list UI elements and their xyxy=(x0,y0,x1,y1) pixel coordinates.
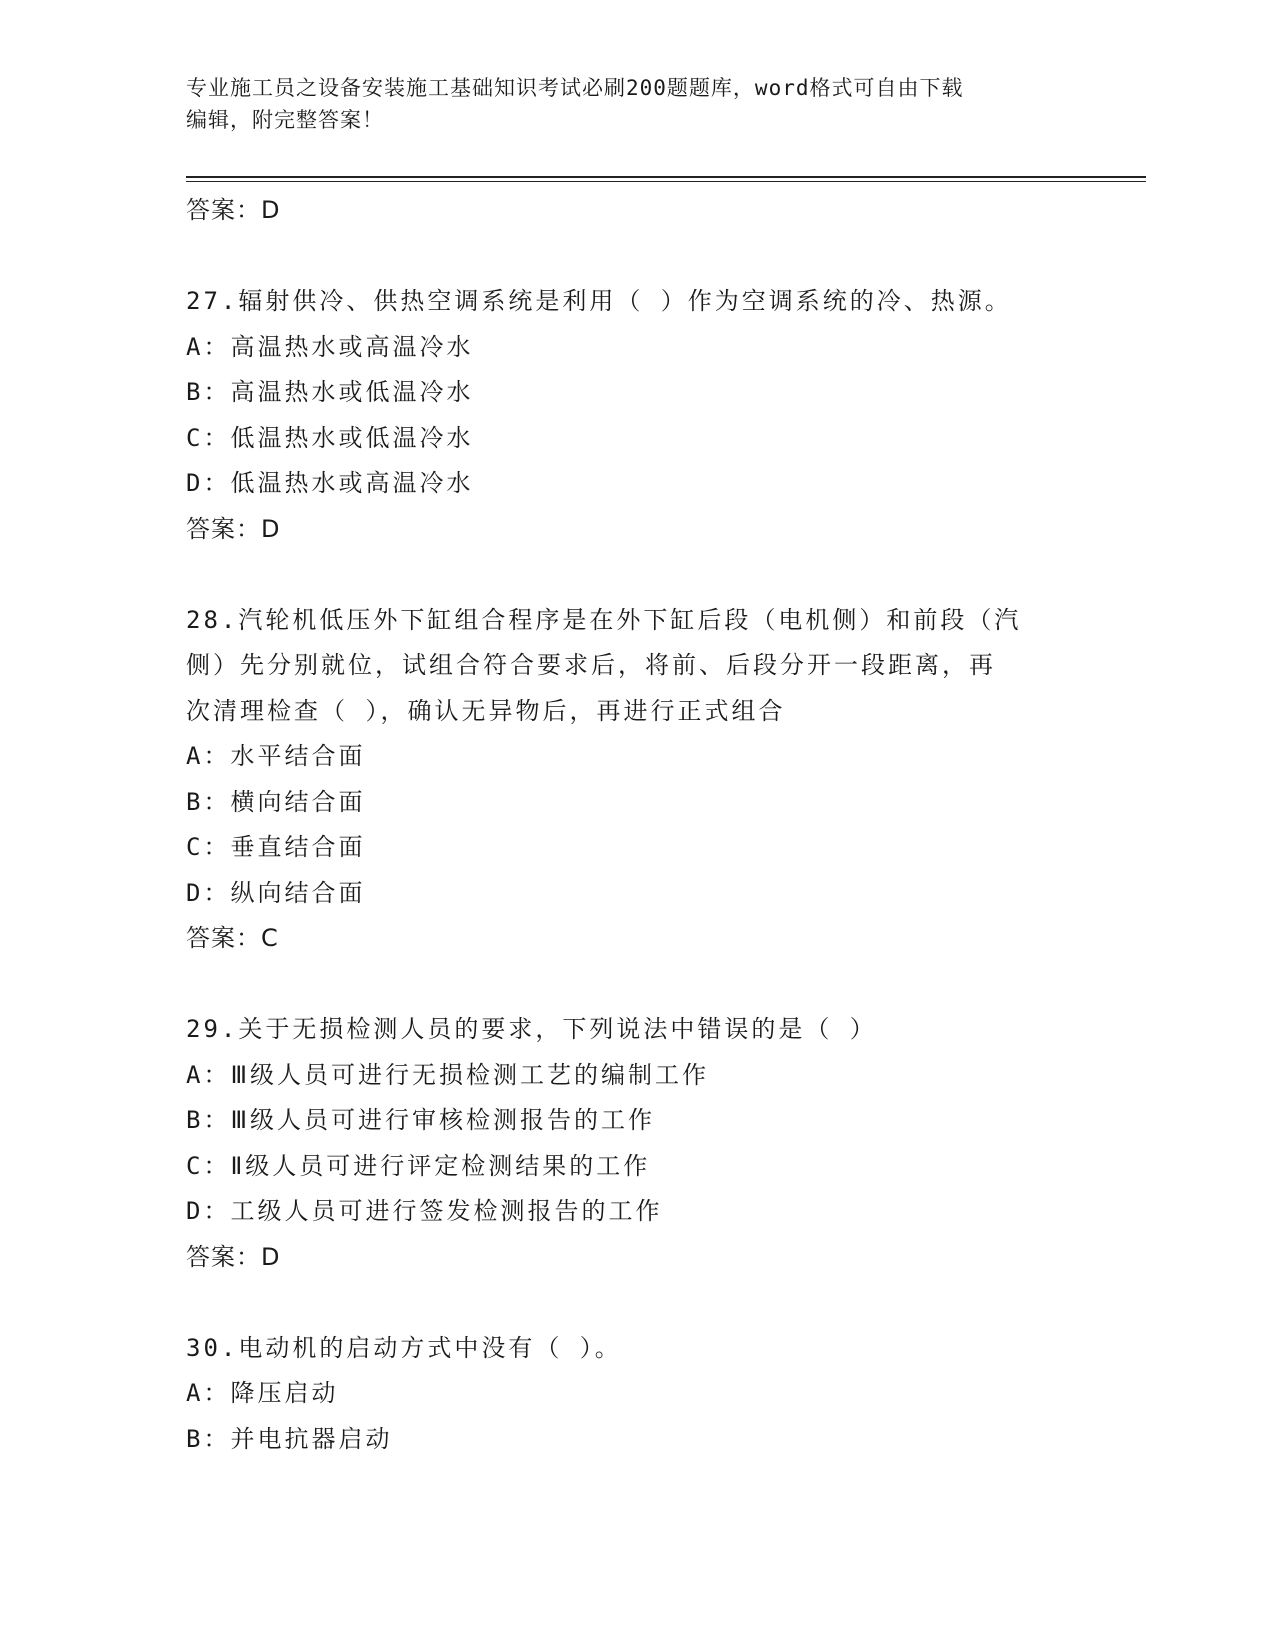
question-list xyxy=(186,188,1086,1462)
option-b: B：并电抗器启动 xyxy=(186,1424,393,1453)
option-d: D：纵向结合面 xyxy=(186,878,366,907)
question-text: 30.电动机的启动方式中没有（ ）。 xyxy=(186,1333,622,1362)
header-divider-thin xyxy=(186,181,1146,182)
answer-line: 答案：D xyxy=(186,514,281,543)
spacer xyxy=(186,1280,1086,1326)
option-b: B：横向结合面 xyxy=(186,787,366,816)
option-a: A：Ⅲ级人员可进行无损检测工艺的编制工作 xyxy=(186,1060,709,1089)
question-text-line-2: 侧）先分别就位，试组合符合要求后，将前、后段分开一段距离，再 xyxy=(186,651,996,679)
document-header xyxy=(186,72,1086,136)
option-a: A：高温热水或高温冷水 xyxy=(186,332,474,361)
option-d: D：工级人员可进行签发检测报告的工作 xyxy=(186,1197,663,1225)
answer-line: 答案：D xyxy=(186,1242,281,1271)
question-28 xyxy=(186,598,1086,962)
option-c: C：垂直结合面 xyxy=(186,833,366,861)
answer-line: 答案：C xyxy=(186,924,279,952)
spacer xyxy=(186,552,1086,598)
option-a: A：降压启动 xyxy=(186,1379,339,1407)
header-line-1: 专业施工员之设备安装施工基础知识考试必刷200题题库，word格式可自由下载 xyxy=(186,76,964,100)
option-b: B：高温热水或低温冷水 xyxy=(186,378,474,406)
question-text: 29.关于无损检测人员的要求，下列说法中错误的是（ ） xyxy=(186,1015,877,1043)
header-line-2: 编辑，附完整答案！ xyxy=(186,108,384,132)
header-divider-thick xyxy=(186,176,1146,178)
option-b: B：Ⅲ级人员可进行审核检测报告的工作 xyxy=(186,1106,655,1134)
question-27 xyxy=(186,279,1086,552)
spacer xyxy=(186,962,1086,1008)
option-d: D：低温热水或高温冷水 xyxy=(186,469,474,497)
question-30 xyxy=(186,1326,1086,1463)
spacer xyxy=(186,234,1086,280)
question-text-line-3: 次清理检查（ ），确认无异物后，再进行正式组合 xyxy=(186,696,786,725)
question-29 xyxy=(186,1007,1086,1280)
question-text-line-1: 28.汽轮机低压外下缸组合程序是在外下缸后段（电机侧）和前段（汽 xyxy=(186,605,1022,634)
option-c: C：Ⅱ级人员可进行评定检测结果的工作 xyxy=(186,1151,651,1180)
option-a: A：水平结合面 xyxy=(186,742,366,770)
option-c: C：低温热水或低温冷水 xyxy=(186,423,474,452)
question-text: 27.辐射供冷、供热空调系统是利用（ ）作为空调系统的冷、热源。 xyxy=(186,287,1012,315)
answer-line: 答案：D xyxy=(186,196,281,224)
